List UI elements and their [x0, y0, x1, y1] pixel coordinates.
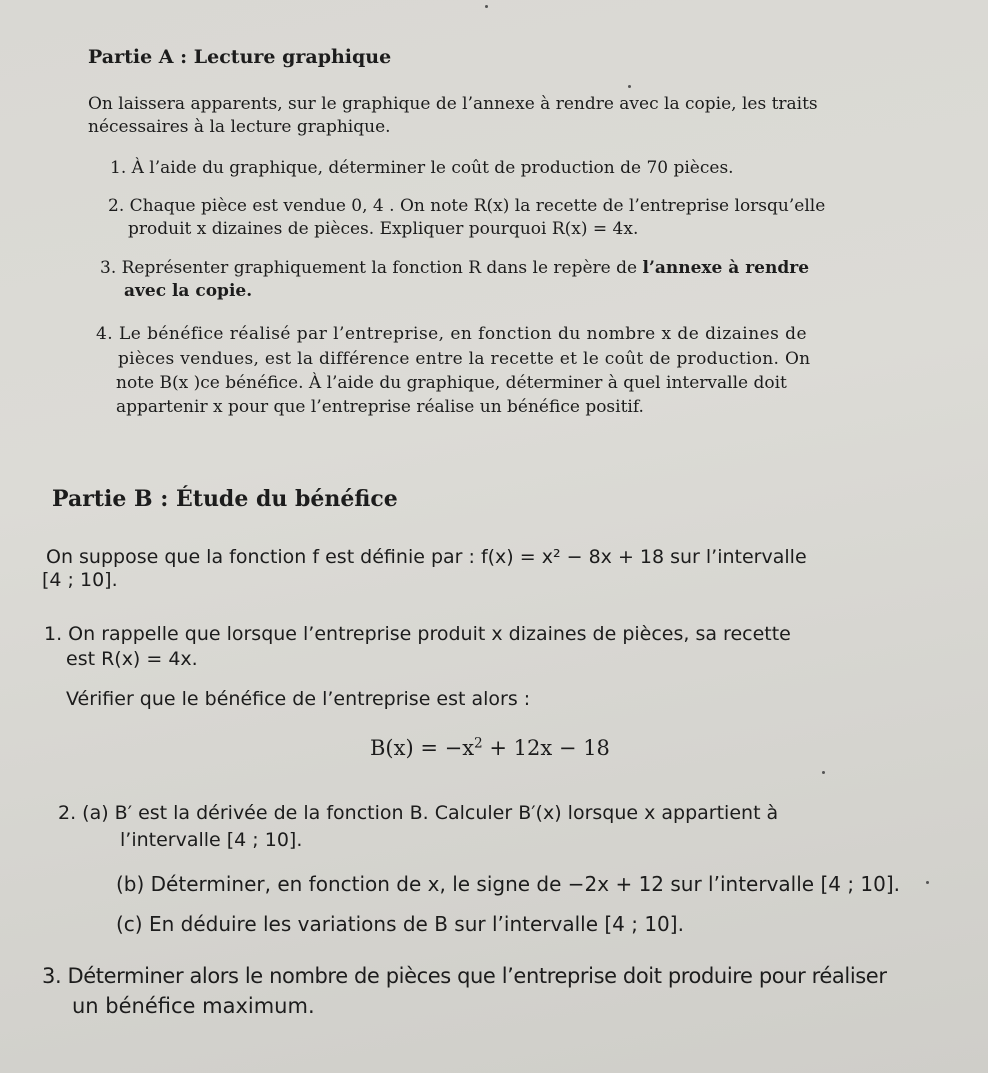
- partA-question-3: [100, 258, 809, 278]
- paper-speck: [628, 85, 631, 88]
- partB-question-2a-cont: l’intervalle [4 ; 10].: [120, 829, 303, 851]
- partB-intro-line: [4 ; 10].: [42, 569, 118, 591]
- partB-question-3-cont: un bénéfice maximum.: [72, 994, 315, 1018]
- partB-title: Partie B : Étude du bénéfice: [52, 486, 398, 512]
- partB-question-1-cont: est R(x) = 4x.: [66, 648, 198, 670]
- formula-rhs: + 12x − 18: [482, 736, 610, 760]
- partA-intro-line: On laissera apparents, sur le graphique de l’annexe à rendre avec la copie, les traits: [88, 94, 818, 114]
- partA-question-4-cont: pièces vendues, est la différence entre la recette et le coût de production. On: [118, 349, 811, 369]
- formula-exponent: 2: [474, 735, 483, 752]
- partB-question-2c: (c) En déduire les variations de B sur l’intervalle [4 ; 10].: [116, 912, 684, 936]
- formula-lhs: B(x) = −x: [370, 736, 475, 760]
- partA-question-2: 2. Chaque pièce est vendue 0, 4 . On note R(x) la recette de l’entreprise lorsqu’elle: [108, 196, 826, 216]
- partA-title: Partie A : Lecture graphique: [88, 46, 392, 68]
- partA-question-2-cont: produit x dizaines de pièces. Expliquer pourquoi R(x) = 4x.: [128, 219, 639, 239]
- paper-speck: [926, 881, 929, 884]
- paper-speck: [822, 771, 825, 774]
- partB-intro-line: On suppose que la fonction f est définie par : f(x) = x² − 8x + 18 sur l’intervalle: [46, 546, 807, 568]
- partB-verify-text: Vérifier que le bénéfice de l’entreprise est alors :: [66, 688, 531, 710]
- partA-question-4: 4. Le bénéfice réalisé par l’entreprise, en fonction du nombre x de dizaines de: [96, 324, 807, 344]
- partA-question-4-cont: note B(x )ce bénéfice. À l’aide du graphique, déterminer à quel intervalle doit: [116, 373, 787, 393]
- partA-question-3-cont: avec la copie.: [124, 281, 253, 301]
- partA-intro-line: nécessaires à la lecture graphique.: [88, 117, 391, 137]
- partB-question-3: 3. Déterminer alors le nombre de pièces que l’entreprise doit produire pour réaliser: [42, 964, 887, 988]
- partB-question-2a: 2. (a) B′ est la dérivée de la fonction B. Calculer B′(x) lorsque x appartient à: [58, 802, 779, 824]
- partB-question-2b: (b) Déterminer, en fonction de x, le signe de −2x + 12 sur l’intervalle [4 ; 10].: [116, 872, 901, 896]
- paper-speck: [485, 5, 488, 8]
- partB-question-1: 1. On rappelle que lorsque l’entreprise produit x dizaines de pièces, sa recette: [44, 623, 791, 645]
- q3-bold-text: l’annexe à rendre: [642, 258, 810, 278]
- partA-question-4-cont: appartenir x pour que l’entreprise réalise un bénéfice positif.: [116, 397, 644, 417]
- partA-question-1: 1. À l’aide du graphique, déterminer le coût de production de 70 pièces.: [110, 158, 734, 178]
- benefit-formula: [370, 736, 610, 760]
- q3-normal-text: 3. Représenter graphiquement la fonction R dans le repère de: [100, 258, 643, 278]
